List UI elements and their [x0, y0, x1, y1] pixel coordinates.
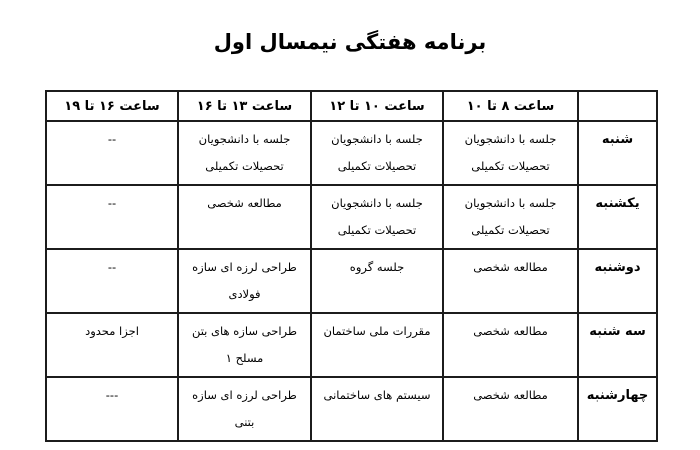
table-row-tuesday: [46, 313, 657, 377]
day-cell: یکشنبه: [578, 185, 657, 249]
schedule-cell: --: [46, 249, 178, 313]
column-header-13-16: ساعت ۱۳ تا ۱۶: [178, 91, 311, 121]
day-cell: چهارشنبه: [578, 377, 657, 441]
schedule-cell: طراحی لرزه ای سازه فولادی: [178, 249, 311, 313]
schedule-cell: طراحی سازه های بتن مسلح ۱: [178, 313, 311, 377]
table-row-monday: [46, 249, 657, 313]
schedule-cell: مطالعه شخصی: [443, 377, 578, 441]
schedule-cell: طراحی لرزه ای سازه بتنی: [178, 377, 311, 441]
page-title: برنامه هفتگی نیمسال اول: [213, 30, 487, 54]
schedule-cell: جلسه با دانشجویان تحصیلات تکمیلی: [311, 185, 443, 249]
schedule-cell: اجزا محدود: [46, 313, 178, 377]
day-cell: سه شنبه: [578, 313, 657, 377]
day-cell: شنبه: [578, 121, 657, 185]
table-row-saturday: [46, 121, 657, 185]
schedule-cell: جلسه با دانشجویان تحصیلات تکمیلی: [443, 185, 578, 249]
schedule-cell: سیستم های ساختمانی: [311, 377, 443, 441]
table-row-sunday: [46, 185, 657, 249]
schedule-cell: --: [46, 185, 178, 249]
schedule-cell: مقررات ملی ساختمان: [311, 313, 443, 377]
schedule-cell: جلسه با دانشجویان تحصیلات تکمیلی: [178, 121, 311, 185]
schedule-cell: --: [46, 121, 178, 185]
schedule-cell: جلسه گروه: [311, 249, 443, 313]
schedule-cell: جلسه با دانشجویان تحصیلات تکمیلی: [311, 121, 443, 185]
schedule-cell: ---: [46, 377, 178, 441]
schedule-cell: مطالعه شخصی: [178, 185, 311, 249]
corner-cell: [578, 91, 657, 121]
column-header-16-19: ساعت ۱۶ تا ۱۹: [46, 91, 178, 121]
day-cell: دوشنبه: [578, 249, 657, 313]
weekly-schedule-table: [45, 90, 658, 442]
schedule-cell: مطالعه شخصی: [443, 249, 578, 313]
header-row: [46, 91, 657, 121]
schedule-cell: مطالعه شخصی: [443, 313, 578, 377]
column-header-10-12: ساعت ۱۰ تا ۱۲: [311, 91, 443, 121]
table-row-wednesday: [46, 377, 657, 441]
column-header-8-10: ساعت ۸ تا ۱۰: [443, 91, 578, 121]
schedule-cell: جلسه با دانشجویان تحصیلات تکمیلی: [443, 121, 578, 185]
